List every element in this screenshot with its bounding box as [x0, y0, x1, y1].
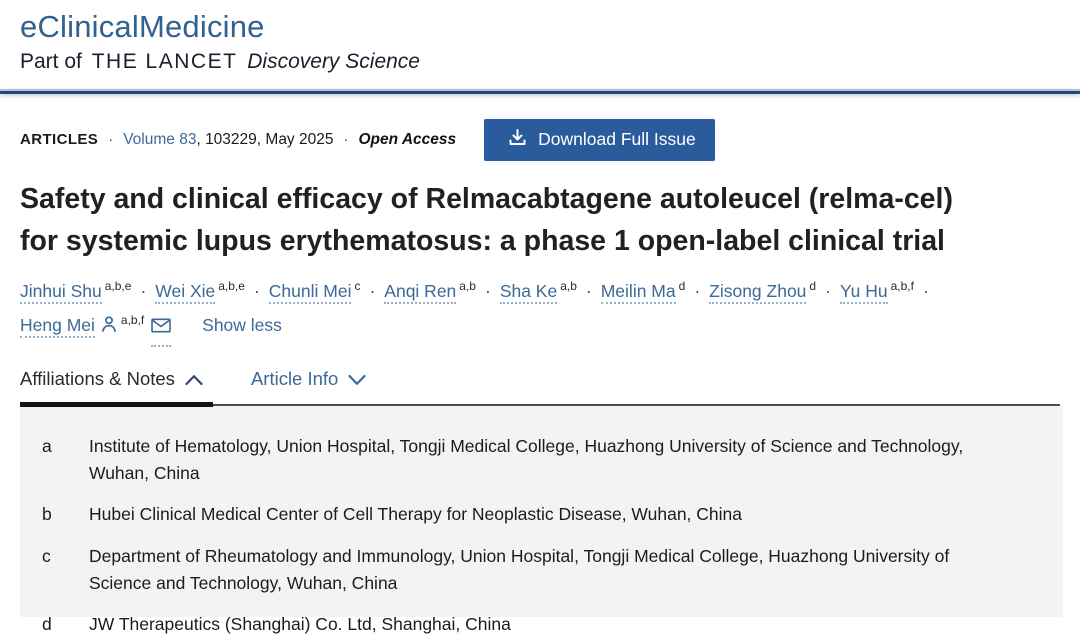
- download-full-issue-button[interactable]: [484, 119, 715, 161]
- affiliations-panel: [20, 406, 1063, 634]
- author-link[interactable]: Chunli Mei: [269, 281, 352, 304]
- article-title-line: Safety and clinical efficacy of Relmacabtagene autoleucel (relma-cel): [20, 183, 953, 215]
- author-separator: ·: [825, 281, 831, 302]
- affiliation-label: a: [42, 436, 52, 457]
- show-less-link[interactable]: Show less: [202, 315, 282, 336]
- separator-dot: ·: [343, 131, 349, 148]
- affiliation-text: Hubei Clinical Medical Center of Cell Therapy for Neoplastic Disease, Wuhan, China: [89, 504, 742, 525]
- author: [601, 281, 709, 301]
- tab-affiliations-notes[interactable]: [20, 367, 203, 404]
- author: [20, 281, 155, 301]
- author-separator: ·: [922, 281, 929, 302]
- affiliation-label: c: [42, 545, 51, 566]
- envelope-icon[interactable]: [151, 310, 171, 347]
- author-affiliation-sup: a,b,e: [218, 279, 245, 294]
- author-affiliation-sup: a,b,f: [890, 279, 914, 294]
- chevron-up-icon: [185, 369, 203, 391]
- author: [709, 281, 840, 301]
- article-toolbar: [20, 119, 1060, 160]
- issue-info: , 103229, May 2025: [196, 130, 334, 148]
- affiliations-list: [42, 433, 1033, 638]
- article-title-line: for systemic lupus erythematosus: a phase 1 open-label clinical trial: [20, 224, 945, 257]
- affiliation-label: b: [42, 504, 52, 525]
- author-affiliation-sup: c: [354, 279, 361, 294]
- author-separator: ·: [253, 281, 260, 302]
- journal-logo: eClinicalMedicine: [20, 9, 265, 44]
- tab-article-info[interactable]: [251, 367, 366, 404]
- author-separator: ·: [585, 281, 592, 302]
- section-label: ARTICLES: [20, 131, 99, 148]
- author-affiliation-sup: a,b: [459, 279, 476, 294]
- tagline-suffix: Discovery Science: [247, 50, 420, 73]
- author-link[interactable]: Yu Hu: [840, 281, 888, 304]
- author-separator: ·: [369, 281, 376, 302]
- author: [155, 281, 269, 301]
- tagline-prefix: Part of: [20, 50, 82, 73]
- affiliation-text: JW Therapeutics (Shanghai) Co. Ltd, Shanghai, China: [89, 613, 511, 634]
- author-link[interactable]: Jinhui Shu: [20, 281, 102, 304]
- author-list: [20, 274, 1060, 347]
- tab-article-info-label: Article Info: [250, 368, 339, 390]
- journal-tagline: [20, 50, 1080, 74]
- author-link[interactable]: Zisong Zhou: [709, 281, 806, 304]
- author-affiliation-sup: d: [678, 279, 686, 294]
- author-affiliation-sup: a,b: [560, 279, 577, 294]
- author-link[interactable]: Meilin Ma: [601, 281, 676, 304]
- affiliation-text: Institute of Hematology, Union Hospital, Tongji Medical College, Huazhong University of Science and Technology, Wuhan, China: [89, 436, 964, 484]
- volume-link[interactable]: Volume 83: [123, 130, 197, 148]
- author-separator: ·: [694, 281, 701, 302]
- author-separator: ·: [140, 281, 147, 302]
- affiliation-label: d: [42, 613, 52, 634]
- download-button-label: Download Full Issue: [538, 129, 696, 149]
- header-divider: [0, 89, 1080, 94]
- author: [269, 281, 385, 301]
- tab-affiliations-label: Affiliations & Notes: [20, 368, 175, 390]
- tagline-brand: THE LANCET: [91, 50, 238, 73]
- author: [384, 281, 500, 301]
- author-link[interactable]: Anqi Ren: [384, 281, 456, 304]
- author-separator: ·: [484, 281, 491, 302]
- journal-masthead: [0, 0, 1080, 74]
- download-icon: [508, 128, 527, 152]
- chevron-down-icon: [348, 369, 366, 391]
- author-link[interactable]: Wei Xie: [155, 281, 215, 304]
- author-link[interactable]: Heng Mei: [20, 315, 95, 338]
- person-icon[interactable]: [100, 310, 118, 344]
- author-row-1: [20, 274, 1060, 308]
- author-affiliation-sup: d: [809, 279, 817, 294]
- article-title: [20, 179, 1060, 262]
- article-tabs: [20, 367, 1060, 406]
- author: [840, 281, 938, 301]
- author-link[interactable]: Sha Ke: [500, 281, 557, 304]
- author-affiliation-sup: a,b,f: [120, 313, 145, 328]
- author: [500, 281, 601, 301]
- open-access-badge: Open Access: [358, 130, 457, 148]
- author-affiliation-sup: a,b,e: [104, 279, 132, 294]
- author-row-2: [20, 308, 1060, 347]
- author: [20, 315, 171, 335]
- separator-dot: ·: [108, 131, 114, 148]
- affiliation-text: Department of Rheumatology and Immunology, Union Hospital, Tongji Medical College, Huazhong University of Science and Technology, Wuhan, China: [89, 545, 950, 593]
